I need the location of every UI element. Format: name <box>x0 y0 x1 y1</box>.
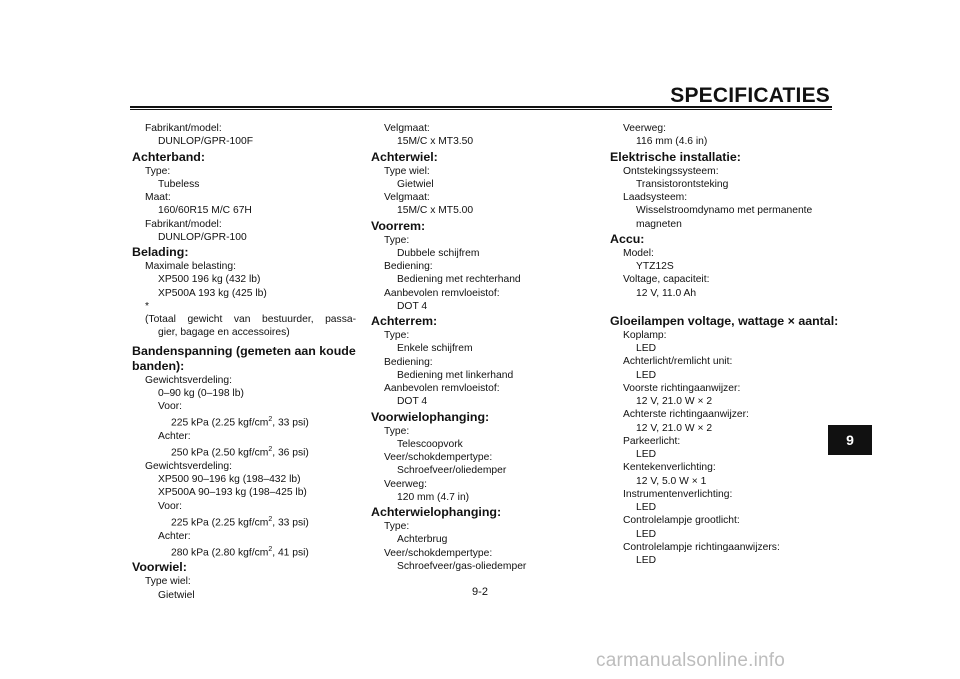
spec-label: Veerweg: <box>623 123 666 134</box>
spec-value: Gietwiel <box>158 589 195 601</box>
spec-label: Type: <box>384 425 410 437</box>
spec-label: Velgmaat: <box>384 123 430 134</box>
spec-label: Instrumentenverlichting: <box>623 488 733 500</box>
spec-label: Veerweg: <box>384 478 427 490</box>
spec-label: Fabrikant/model: <box>145 218 222 230</box>
spec-label: Type: <box>384 330 410 341</box>
spec-value: Schroefveer/gas-oliedemper <box>397 560 527 572</box>
spec-value: 12 V, 21.0 W × 2 <box>636 422 713 434</box>
spec-label: Type wiel: <box>384 165 430 177</box>
spec-label: Velgmaat: <box>384 192 430 203</box>
spec-value: Telescoopvork <box>397 438 463 450</box>
section-heading-voorrem: Voorrem: <box>371 218 426 233</box>
spec-label: Kentekenverlichting: <box>623 462 716 474</box>
spec-label: Fabrikant/model: <box>145 123 222 134</box>
spec-label: Type: <box>145 165 171 177</box>
footnote-line: gier, bagage en accessoires) <box>158 327 290 339</box>
spec-value: DOT 4 <box>397 300 428 312</box>
spec-label: Achterlicht/remlicht unit: <box>623 356 733 368</box>
spec-value: Bediening met linkerhand <box>397 369 514 381</box>
spec-value: Wisselstroomdynamo met permanente <box>636 205 813 217</box>
spec-column-1 <box>132 122 362 602</box>
spec-value: LED <box>636 555 657 566</box>
spec-column-3 <box>610 122 840 567</box>
spec-value: Enkele schijfrem <box>397 343 473 355</box>
spec-column-2 <box>371 122 601 573</box>
spec-label: Voltage, capaciteit: <box>623 274 710 286</box>
spec-label: Gewichtsverdeling: <box>145 460 232 472</box>
spec-value: 250 kPa (2.50 kgf/$cm^2$, 36 psi) <box>171 446 309 459</box>
spec-value: LED <box>636 369 657 381</box>
spec-label: Controlelampje richtingaanwijzers: <box>623 541 780 553</box>
heading-line: Bandenspanning (gemeten aan koude <box>132 343 356 358</box>
spec-value: 225 kPa (2.25 kgf/$cm^2$, 33 psi) <box>171 515 309 529</box>
spec-label: Type wiel: <box>145 576 191 588</box>
page-title: SPECIFICATIES <box>670 84 830 107</box>
spec-value: Transistorontsteking <box>636 178 729 190</box>
section-heading-voorwielophanging: Voorwielophanging: <box>371 409 490 424</box>
spec-label: Achterste richtingaanwijzer: <box>623 409 749 421</box>
spec-label: Aanbevolen remvloeistof: <box>384 287 500 299</box>
spec-label: Bediening: <box>384 356 433 368</box>
spec-value: 120 mm (4.7 in) <box>397 491 470 503</box>
spec-value: XP500A 90–193 kg (198–425 lb) <box>158 487 307 499</box>
spec-value: LED <box>636 502 657 513</box>
spec-label: Koplamp: <box>623 329 667 341</box>
spec-value: 12 V, 21.0 W × 2 <box>636 396 713 407</box>
section-heading-elektrische-installatie: Elektrische installatie: <box>610 149 741 164</box>
heading-line: banden): <box>132 358 185 373</box>
spec-value: DOT 4 <box>397 396 428 408</box>
footnote-line: (Totaal gewicht van bestuurder, passa- <box>145 314 356 325</box>
spec-label: Parkeerlicht: <box>623 435 681 447</box>
spacer <box>610 300 840 313</box>
spec-value: LED <box>636 343 657 354</box>
footnote <box>132 300 362 327</box>
spec-label: Laadsysteem: <box>623 192 688 203</box>
spec-value: XP500A 193 kg (425 lb) <box>158 287 267 299</box>
spec-label: Voorste richtingaanwijzer: <box>623 382 741 394</box>
page-number: 9-2 <box>472 586 488 598</box>
spec-label: Type: <box>384 234 410 246</box>
footnote-asterisk: * <box>145 300 150 312</box>
section-heading-achterrem: Achterrem: <box>371 314 438 328</box>
spec-value: Schroefveer/oliedemper <box>397 465 507 477</box>
watermark: carmanualsonline.info <box>596 650 786 671</box>
spec-label: Controlelampje grootlicht: <box>623 515 740 527</box>
section-heading-achterwielophanging: Achterwielophanging: <box>371 505 502 519</box>
spec-value: magneten <box>636 218 682 230</box>
spec-value: 12 V, 11.0 Ah <box>636 287 697 299</box>
section-heading-belading: Belading: <box>132 245 189 259</box>
chapter-tab[interactable]: 9 <box>828 425 872 455</box>
spec-label: Ontstekingssysteem: <box>623 165 719 177</box>
spec-value: LED <box>636 449 657 460</box>
section-heading-achterwiel: Achterwiel: <box>371 149 438 164</box>
spec-value: XP500 196 kg (432 lb) <box>158 274 261 286</box>
header-rule <box>130 106 832 110</box>
spec-value: Achterbrug <box>397 534 448 546</box>
spec-value: 160/60R15 M/C 67H <box>158 205 252 217</box>
spec-label: Voor: <box>158 401 183 412</box>
spec-value: Bediening met rechterhand <box>397 274 521 286</box>
spec-label: Gewichtsverdeling: <box>145 374 232 386</box>
spec-label: Model: <box>623 247 654 259</box>
spec-value: 15M/C x MT5.00 <box>397 205 474 217</box>
spec-label: Maat: <box>145 192 171 203</box>
section-heading-voorwiel: Voorwiel: <box>132 560 187 575</box>
spec-value: Dubbele schijfrem <box>397 247 480 259</box>
spec-label: Veer/schokdempertype: <box>384 452 493 463</box>
spec-value: DUNLOP/GPR-100F <box>158 136 253 148</box>
spec-value: DUNLOP/GPR-100 <box>158 231 247 243</box>
spec-value: LED <box>636 528 657 540</box>
spec-label: Aanbevolen remvloeistof: <box>384 383 500 394</box>
spec-value: XP500 90–196 kg (198–432 lb) <box>158 474 301 486</box>
spec-label: Achter: <box>158 430 191 442</box>
spec-value: 116 mm (4.6 in) <box>636 136 708 148</box>
spec-value: 280 kPa (2.80 kgf/$cm^2$, 41 psi) <box>171 545 309 559</box>
section-heading-accu: Accu: <box>610 231 645 246</box>
spec-value: 225 kPa (2.25 kgf/$cm^2$, 33 psi) <box>171 416 309 429</box>
spec-label: Bediening: <box>384 261 433 272</box>
section-heading-achterband: Achterband: <box>132 149 205 164</box>
spec-value: 0–90 kg (0–198 lb) <box>158 387 244 399</box>
spec-value: 12 V, 5.0 W × 1 <box>636 475 707 487</box>
spec-value: 15M/C x MT3.50 <box>397 136 474 148</box>
spec-label: Veer/schokdempertype: <box>384 547 493 559</box>
section-heading-bandenspanning <box>132 344 362 374</box>
spec-label: Type: <box>384 521 410 532</box>
spec-value: YTZ12S <box>636 261 674 272</box>
spec-value: Gietwiel <box>397 178 434 190</box>
spec-value: Tubeless <box>158 178 200 190</box>
section-heading-gloeilampen: Gloeilampen voltage, wattage × aantal: <box>610 313 839 328</box>
spec-label: Voor: <box>158 500 183 512</box>
spec-label: Achter: <box>158 530 191 542</box>
spec-label: Maximale belasting: <box>145 261 236 272</box>
